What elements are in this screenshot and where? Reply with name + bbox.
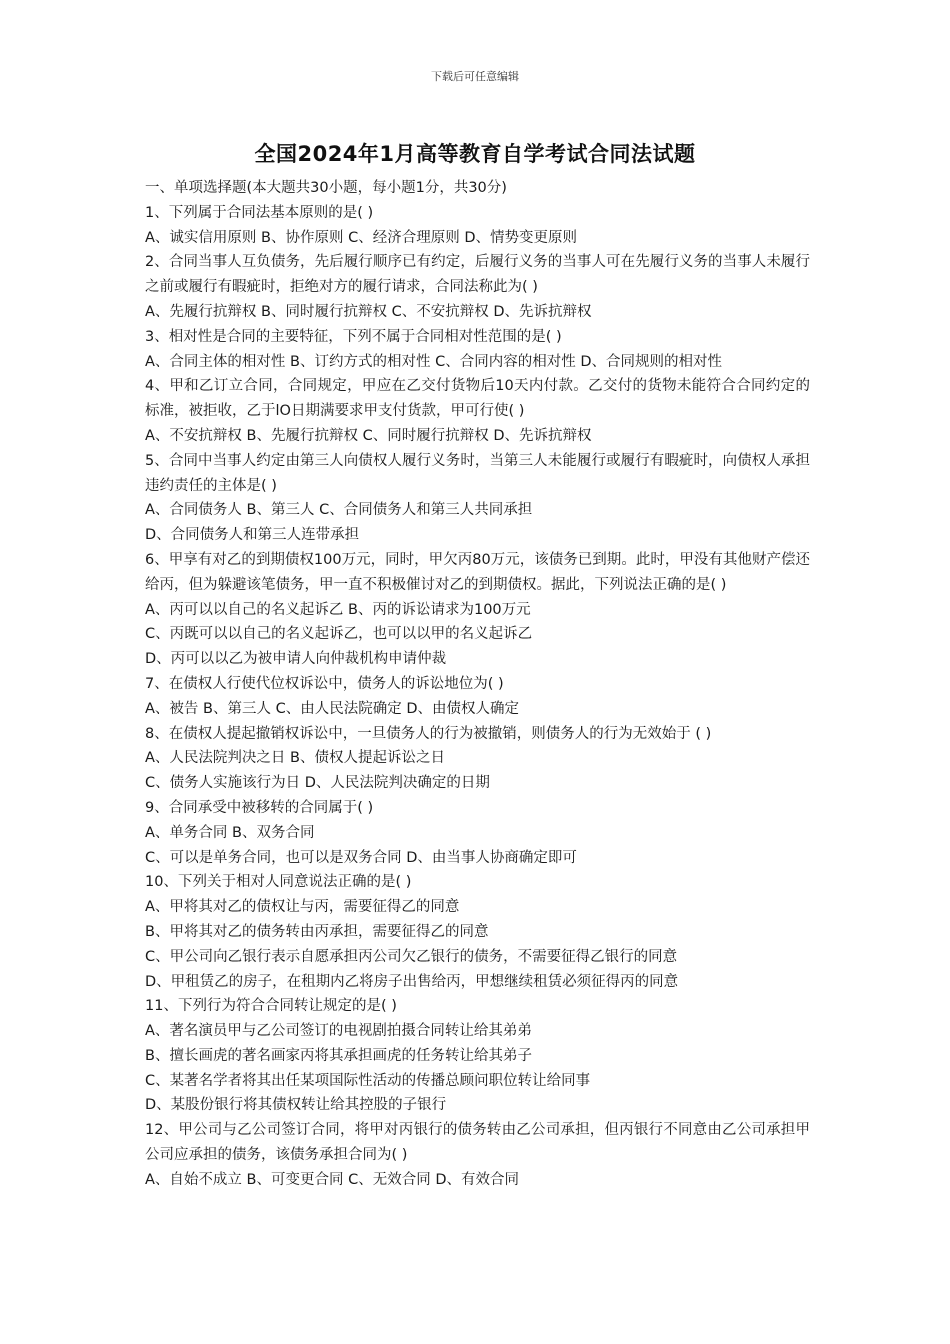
- document-body: [145, 176, 810, 1193]
- question-stem: 2、合同当事人互负债务，先后履行顺序已有约定，后履行义务的当事人可在先履行义务的当事人未履行之前或履行有暇疵时，拒绝对方的履行请求，合同法称此为( ): [145, 254, 810, 296]
- question-block: [145, 374, 810, 448]
- question-block: [145, 325, 810, 375]
- question-option: C、债务人实施该行为日 D、人民法院判决确定的日期: [145, 775, 490, 792]
- question-option: D、合同债务人和第三人连带承担: [145, 527, 360, 544]
- question-block: [145, 449, 810, 548]
- question-block: [145, 672, 810, 722]
- question-stem: 5、合同中当事人约定由第三人向债权人履行义务时，当第三人未能履行或履行有暇疵时，向债权人承担违约责任的主体是( ): [145, 452, 810, 494]
- question-option: A、单务合同 B、双务合同: [145, 824, 315, 841]
- question-option: A、丙可以以自己的名义起诉乙 B、丙的诉讼请求为100万元: [145, 601, 531, 618]
- question-option: A、合同债务人 B、第三人 C、合同债务人和第三人共同承担: [145, 502, 533, 519]
- question-block: [145, 722, 810, 796]
- question-option: A、不安抗辩权 B、先履行抗辩权 C、同时履行抗辩权 D、先诉抗辩权: [145, 427, 592, 444]
- question-option: A、被告 B、第三人 C、由人民法院确定 D、由债权人确定: [145, 700, 519, 717]
- question-option: A、先履行抗辩权 B、同时履行抗辩权 C、不安抗辩权 D、先诉抗辩权: [145, 303, 592, 320]
- question-stem: 7、在债权人行使代位权诉讼中，债务人的诉讼地位为( ): [145, 675, 504, 692]
- document-title: 全国2024年1月高等教育自学考试合同法试题: [254, 142, 696, 166]
- question-stem: 9、合同承受中被移转的合同属于( ): [145, 799, 374, 816]
- question-stem: 4、甲和乙订立合同，合同规定，甲应在乙交付货物后10天内付款。乙交付的货物未能符合合同约定的标准，被拒收，乙于lO日期满要求甲支付货款，甲可行使( ): [145, 378, 810, 420]
- question-block: [145, 870, 810, 994]
- question-option: A、自始不成立 B、可变更合同 C、无效合同 D、有效合同: [145, 1171, 519, 1188]
- question-stem: 10、下列关于相对人同意说法正确的是( ): [145, 874, 412, 891]
- question-stem: 11、下列行为符合合同转让规定的是( ): [145, 998, 397, 1015]
- question-option: D、某股份银行将其债权转让给其控股的子银行: [145, 1097, 447, 1114]
- question-stem: 8、在债权人提起撤销权诉讼中，一旦债务人的行为被撤销，则债务人的行为无效始于 ( ): [145, 725, 712, 742]
- question-option: B、甲将其对乙的债务转由丙承担，需要征得乙的同意: [145, 923, 489, 940]
- question-option: B、擅长画虎的著名画家丙将其承担画虎的任务转让给其弟子: [145, 1047, 532, 1064]
- question-option: C、可以是单务合同，也可以是双务合同 D、由当事人协商确定即可: [145, 849, 577, 866]
- section-heading: 一、单项选择题(本大题共30小题，每小题1分，共30分): [145, 180, 507, 196]
- question-option: A、诚实信用原则 B、协作原则 C、经济合理原则 D、情势变更原则: [145, 229, 577, 246]
- question-block: [145, 994, 810, 1118]
- header-note: 下载后可任意编辑: [431, 70, 519, 83]
- question-option: C、某著名学者将其出任某项国际性活动的传播总顾问职位转让给同事: [145, 1072, 591, 1089]
- question-option: C、丙既可以以自己的名义起诉乙，也可以以甲的名义起诉乙: [145, 626, 533, 643]
- question-stem: 1、下列属于合同法基本原则的是( ): [145, 204, 374, 221]
- question-option: D、甲租赁乙的房子，在租期内乙将房子出售给丙，甲想继续租赁必须征得丙的同意: [145, 973, 679, 990]
- question-block: [145, 796, 810, 870]
- question-stem: 6、甲享有对乙的到期债权100万元，同时，甲欠丙80万元，该债务已到期。此时，甲没有其他财产偿还给丙，但为躲避该笔债务，甲一直不积极催讨对乙的到期债权。据此，下列说法正确的是( ): [145, 551, 810, 593]
- question-stem: 12、甲公司与乙公司签订合同，将甲对丙银行的债务转由乙公司承担，但丙银行不同意由乙公司承担甲公司应承担的债务，该债务承担合同为( ): [145, 1122, 810, 1164]
- question-option: A、合同主体的相对性 B、订约方式的相对性 C、合同内容的相对性 D、合同规则的相对性: [145, 353, 722, 370]
- question-stem: 3、相对性是合同的主要特征，下列不属于合同相对性范围的是( ): [145, 328, 562, 345]
- question-option: A、甲将其对乙的债权让与丙，需要征得乙的同意: [145, 899, 460, 916]
- question-block: [145, 548, 810, 672]
- question-option: D、丙可以以乙为被申请人向仲裁机构申请仲裁: [145, 651, 447, 668]
- question-block: [145, 250, 810, 324]
- question-block: [145, 201, 810, 251]
- question-option: A、著名演员甲与乙公司签订的电视剧拍摄合同转让给其弟弟: [145, 1023, 532, 1040]
- question-block: [145, 1118, 810, 1192]
- question-option: A、人民法院判决之日 B、债权人提起诉讼之日: [145, 750, 445, 767]
- question-option: C、甲公司向乙银行表示自愿承担丙公司欠乙银行的债务，不需要征得乙银行的同意: [145, 948, 678, 965]
